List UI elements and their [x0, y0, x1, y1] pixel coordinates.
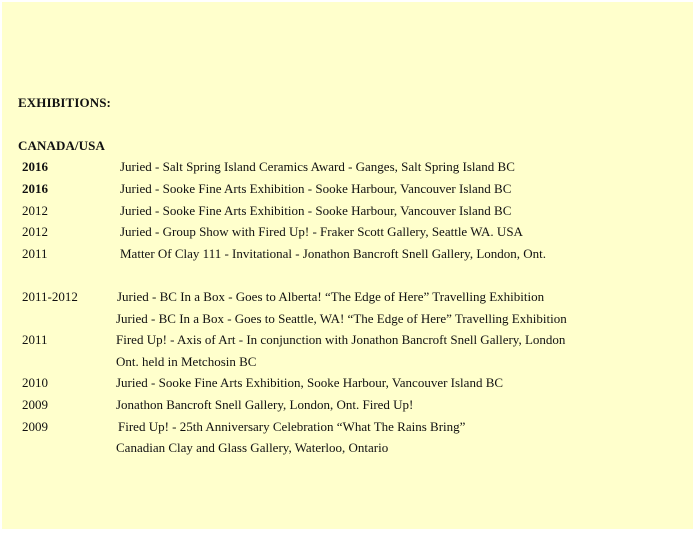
entry-description: Juried - Group Show with Fired Up! - Fraker Scott Gallery, Seattle WA. USA — [120, 224, 523, 239]
entry-description: Juried - BC In a Box - Goes to Alberta! “The Edge of Here” Travelling Exhibition — [117, 289, 545, 304]
entry-description: Juried - Salt Spring Island Ceramics Award - Ganges, Salt Spring Island BC — [120, 159, 515, 174]
entry-description-continued: Juried - BC In a Box - Goes to Seattle, WA! “The Edge of Here” Travelling Exhibition — [116, 311, 567, 326]
entry-year: 2016 — [22, 181, 48, 196]
entry-description: Matter Of Clay 111 - Invitational - Jonathon Bancroft Snell Gallery, London, Ont. — [120, 246, 547, 261]
entry-year: 2012 — [22, 203, 48, 218]
entry-year: 2012 — [22, 224, 48, 239]
exhibitions-heading: EXHIBITIONS: — [18, 95, 111, 110]
entry-year: 2009 — [22, 397, 48, 412]
entry-year: 2009 — [22, 419, 48, 434]
entry-description-continued: Ont. held in Metchosin BC — [116, 354, 257, 369]
entry-year: 2016 — [22, 159, 48, 174]
entry-year: 2011 — [22, 332, 48, 347]
entry-description: Juried - Sooke Fine Arts Exhibition - Sooke Harbour, Vancouver Island BC — [120, 203, 512, 218]
entry-year: 2011 — [22, 246, 48, 261]
entry-year: 2010 — [22, 375, 48, 390]
entry-year: 2011-2012 — [22, 289, 78, 304]
entry-description: Fired Up! - 25th Anniversary Celebration “What The Rains Bring” — [118, 419, 466, 434]
region-heading: CANADA/USA — [18, 138, 105, 153]
entry-description: Juried - Sooke Fine Arts Exhibition - Sooke Harbour, Vancouver Island BC — [120, 181, 512, 196]
entry-description: Fired Up! - Axis of Art - In conjunction with Jonathon Bancroft Snell Gallery, London — [116, 332, 566, 347]
entry-description: Jonathon Bancroft Snell Gallery, London, Ont. Fired Up! — [116, 397, 414, 412]
entry-description: Juried - Sooke Fine Arts Exhibition, Sooke Harbour, Vancouver Island BC — [116, 375, 504, 390]
entry-description-continued: Canadian Clay and Glass Gallery, Waterloo, Ontario — [116, 440, 389, 455]
